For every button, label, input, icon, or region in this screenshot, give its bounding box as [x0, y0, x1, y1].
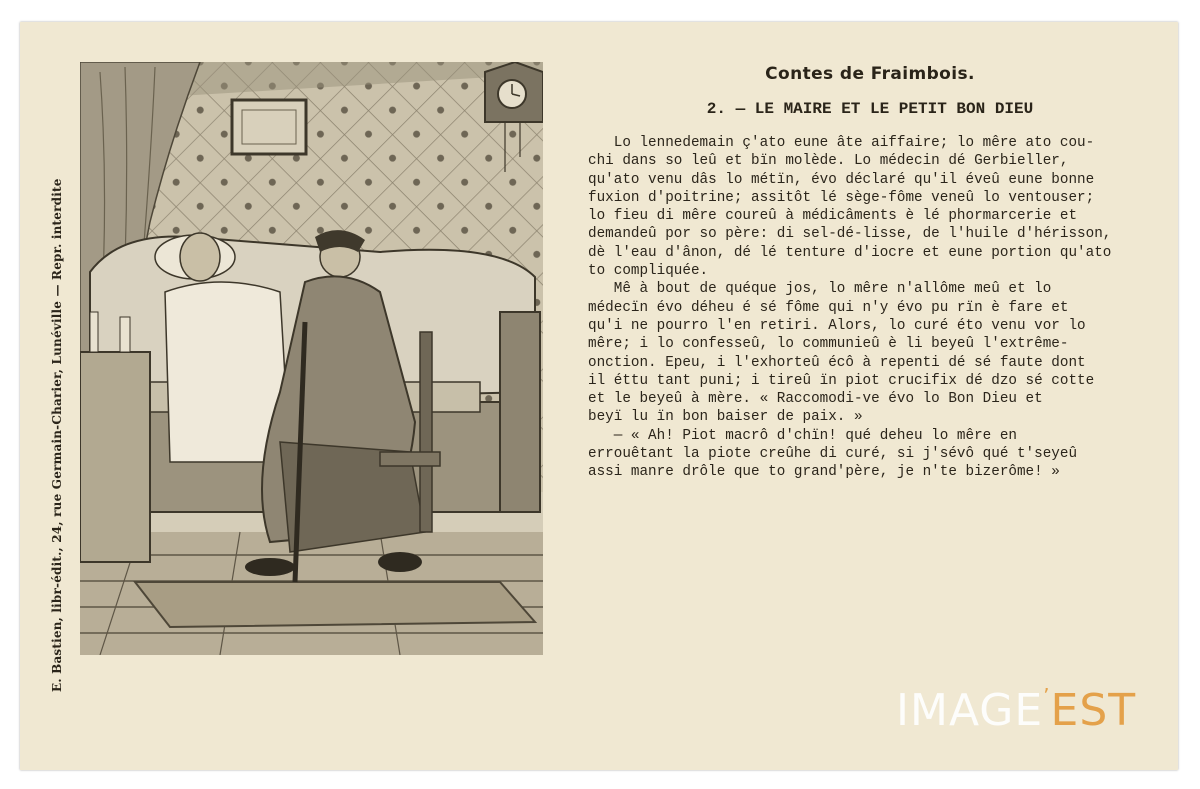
- story-line: Lo lennedemain ç'ato eune âte aiffaire; lo mêre ato cou-: [588, 135, 1095, 151]
- watermark-separator: ’: [1043, 684, 1051, 708]
- story-line: assi manre drôle que to grand'père, je n'te bizerôme! »: [588, 464, 1060, 481]
- story-text: [588, 134, 1154, 482]
- story-line: mêre; i lo confesseû, lo communieû è li beyeû l'extrême-: [588, 336, 1069, 353]
- illustration: [80, 62, 543, 655]
- story-line: Mê à bout de quéque jos, lo mêre n'allôme meû et lo: [588, 281, 1052, 298]
- story-line: et le beyeû à mère. « Raccomodi-ve évo lo Bon Dieu et: [588, 391, 1043, 408]
- story-line: fuxion d'poitrine; assitôt lé sège-fôme veneû lo ventouser;: [588, 189, 1095, 206]
- story-line: il éttu tant puni; i tireû ïn piot crucifix dé dzo sé cotte: [588, 372, 1095, 389]
- story-line: médecïn évo déheu é sé fôme qui n'y évo pu rïn è fare et: [588, 299, 1069, 316]
- story-line: to compliquée.: [588, 263, 709, 280]
- bedroom-scene-drawing: [80, 62, 543, 655]
- story-line: beyï lu ïn bon baiser de paix. »: [588, 409, 863, 426]
- story-line: qu'i ne pourro l'en retiri. Alors, lo curé éto venu vor lo: [588, 317, 1086, 334]
- story-line: lo fieu di mêre coureû à médicâments è lé phormarcerie et: [588, 208, 1078, 225]
- story-line: onction. Epeu, i l'exhorteû écô à repenti dé sé faute dont: [588, 354, 1086, 371]
- story-line: — « Ah! Piot macrô d'chïn! qué deheu lo mêre en: [588, 427, 1017, 444]
- page-title: Contes de Fraimbois.: [765, 64, 975, 84]
- story-line: dè l'eau d'ânon, dé lé tenture d'iocre et eune portion qu'ato: [588, 244, 1112, 261]
- story-line: demandeû por so père: di sel-dé-lisse, de l'huile d'hérisson,: [588, 226, 1112, 243]
- story-line: chi dans so leû et bïn molède. Lo médecin dé Gerbieller,: [588, 153, 1069, 170]
- story-line: errouêtant la piote creûhe di curé, si j'sévô qué t'seyeû: [588, 446, 1078, 463]
- watermark-logo: [896, 684, 1136, 736]
- watermark-accent-text: EST: [1050, 685, 1137, 736]
- watermark-text: IMAGE: [896, 685, 1044, 736]
- publisher-credit: E. Bastien, libr-édit., 24, rue Germain-Charier, Lunéville — Repr. interdite: [50, 178, 64, 692]
- story-line: qu'ato venu dâs lo métïn, évo déclaré qu'il éveû eune bonne: [588, 171, 1095, 188]
- story-subtitle: 2. — LE MAIRE ET LE PETIT BON DIEU: [706, 100, 1034, 118]
